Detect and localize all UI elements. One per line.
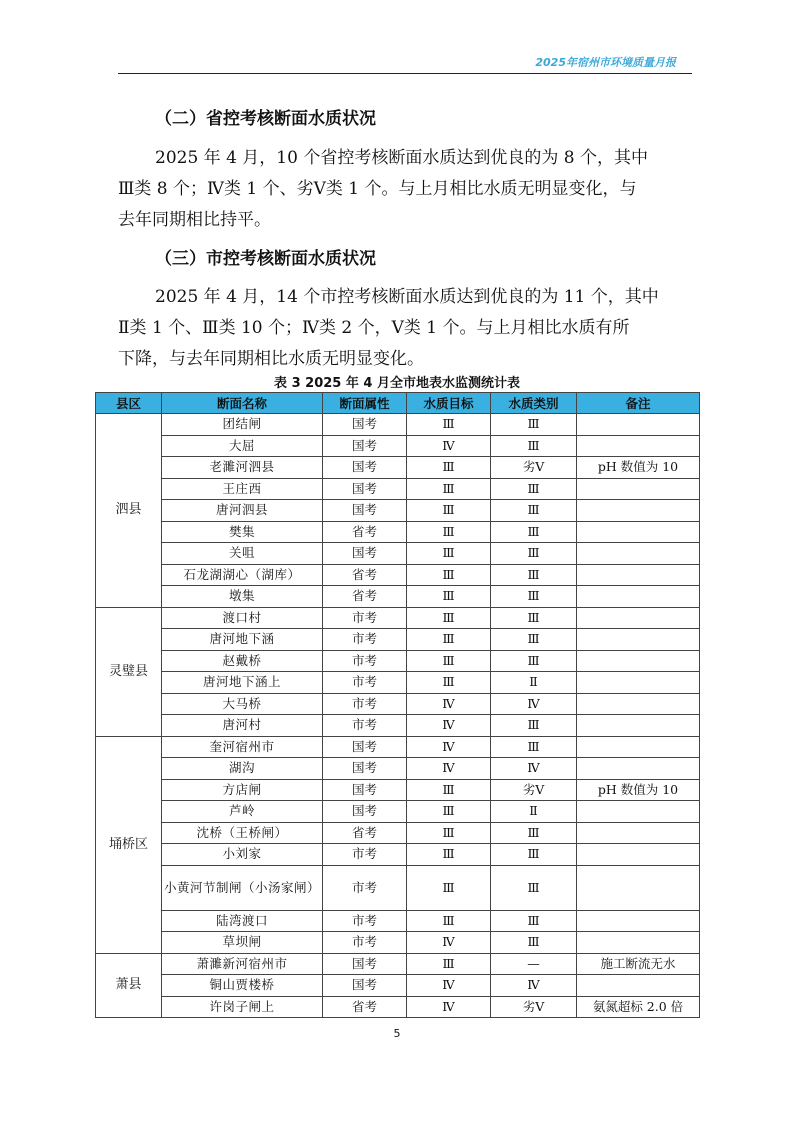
county-cell: 泗县 (96, 414, 162, 608)
quality-category-cell: Ⅲ (491, 865, 577, 910)
table-row (96, 758, 700, 780)
note-cell (577, 672, 700, 694)
section-attr-cell: 国考 (323, 478, 407, 500)
quality-category-cell: Ⅲ (491, 822, 577, 844)
section-name-cell: 石龙湖湖心（湖库） (162, 564, 323, 586)
quality-target-cell: Ⅳ (407, 715, 491, 737)
header-title: 2025年宿州市环境质量月报 (535, 56, 676, 69)
header-divider (118, 73, 692, 74)
note-cell (577, 478, 700, 500)
quality-target-cell: Ⅲ (407, 586, 491, 608)
table-row (96, 736, 700, 758)
table-row (96, 607, 700, 629)
header-section-attr: 断面属性 (323, 393, 407, 414)
note-cell (577, 693, 700, 715)
note-cell: pH 数值为 10 (577, 779, 700, 801)
quality-category-cell: Ⅲ (491, 521, 577, 543)
paragraph-line: 2025 年 4 月，14 个市控考核断面水质达到优良的为 11 个，其中 (155, 287, 659, 307)
section-attr-cell: 国考 (323, 543, 407, 565)
quality-target-cell: Ⅲ (407, 779, 491, 801)
header-county: 县区 (96, 393, 162, 414)
paragraph-provincial (118, 143, 678, 236)
table-header-row (96, 393, 700, 414)
table-row (96, 693, 700, 715)
section-name-cell: 沈桥（王桥闸） (162, 822, 323, 844)
quality-category-cell: Ⅲ (491, 715, 577, 737)
note-cell (577, 758, 700, 780)
quality-category-cell: Ⅲ (491, 736, 577, 758)
section-attr-cell: 市考 (323, 865, 407, 910)
section-name-cell: 萧濉新河宿州市 (162, 953, 323, 975)
note-cell (577, 910, 700, 932)
note-cell (577, 500, 700, 522)
section-name-cell: 墩集 (162, 586, 323, 608)
note-cell (577, 736, 700, 758)
quality-target-cell: Ⅲ (407, 910, 491, 932)
section-name-cell: 团结闸 (162, 414, 323, 436)
section-attr-cell: 国考 (323, 779, 407, 801)
quality-target-cell: Ⅲ (407, 521, 491, 543)
table-title: 表 3 2025 年 4 月全市地表水监测统计表 (274, 376, 520, 391)
note-cell (577, 564, 700, 586)
section-name-cell: 芦岭 (162, 801, 323, 823)
table-row (96, 435, 700, 457)
header-quality-category: 水质类别 (491, 393, 577, 414)
paragraph-line: Ⅱ类 1 个、Ⅲ类 10 个；Ⅳ类 2 个，Ⅴ类 1 个。与上月相比水质有所 (118, 318, 630, 338)
table-row (96, 478, 700, 500)
quality-category-cell: Ⅳ (491, 693, 577, 715)
quality-category-cell: 劣Ⅴ (491, 457, 577, 479)
quality-category-cell: Ⅲ (491, 543, 577, 565)
quality-category-cell: Ⅳ (491, 758, 577, 780)
section-name-cell: 关咀 (162, 543, 323, 565)
section-name-cell: 王庄西 (162, 478, 323, 500)
county-cell: 萧县 (96, 953, 162, 1018)
table-row (96, 457, 700, 479)
note-cell (577, 543, 700, 565)
page-number: 5 (393, 1027, 401, 1040)
table-row (96, 779, 700, 801)
section-attr-cell: 市考 (323, 932, 407, 954)
section-attr-cell: 市考 (323, 844, 407, 866)
paragraph-line: Ⅲ类 8 个；Ⅳ类 1 个、劣Ⅴ类 1 个。与上月相比水质无明显变化，与 (118, 179, 637, 199)
quality-category-cell: Ⅱ (491, 801, 577, 823)
section-attr-cell: 省考 (323, 822, 407, 844)
quality-category-cell: Ⅲ (491, 607, 577, 629)
note-cell (577, 435, 700, 457)
section-name-cell: 小黄河节制闸（小汤家闸） (162, 865, 323, 910)
quality-category-cell: Ⅱ (491, 672, 577, 694)
section-attr-cell: 市考 (323, 672, 407, 694)
section-name-cell: 老濉河泗县 (162, 457, 323, 479)
section-name-cell: 大屈 (162, 435, 323, 457)
section-name-cell: 唐河地下涵上 (162, 672, 323, 694)
quality-category-cell: Ⅲ (491, 500, 577, 522)
quality-target-cell: Ⅲ (407, 953, 491, 975)
note-cell (577, 975, 700, 997)
quality-category-cell: Ⅳ (491, 975, 577, 997)
section-name-cell: 许岗子闸上 (162, 996, 323, 1018)
table-row (96, 932, 700, 954)
quality-target-cell: Ⅳ (407, 932, 491, 954)
paragraph-line: 2025 年 4 月，10 个省控考核断面水质达到优良的为 8 个，其中 (155, 148, 648, 168)
quality-category-cell: Ⅲ (491, 844, 577, 866)
section-attr-cell: 市考 (323, 607, 407, 629)
table-row (96, 844, 700, 866)
paragraph-line: 去年同期相比持平。 (118, 210, 271, 230)
note-cell (577, 629, 700, 651)
note-cell (577, 521, 700, 543)
quality-target-cell: Ⅲ (407, 607, 491, 629)
section-attr-cell: 国考 (323, 758, 407, 780)
table-row (96, 543, 700, 565)
section-attr-cell: 省考 (323, 521, 407, 543)
quality-target-cell: Ⅲ (407, 822, 491, 844)
table-row (96, 414, 700, 436)
note-cell (577, 715, 700, 737)
quality-category-cell: — (491, 953, 577, 975)
note-cell (577, 586, 700, 608)
quality-target-cell: Ⅲ (407, 478, 491, 500)
quality-target-cell: Ⅲ (407, 865, 491, 910)
note-cell: 氨氮超标 2.0 倍 (577, 996, 700, 1018)
section-name-cell: 赵戴桥 (162, 650, 323, 672)
quality-target-cell: Ⅲ (407, 414, 491, 436)
table-row (96, 953, 700, 975)
section-heading-provincial: （二）省控考核断面水质状况 (155, 109, 376, 129)
quality-target-cell: Ⅲ (407, 457, 491, 479)
note-cell: 施工断流无水 (577, 953, 700, 975)
header-quality-target: 水质目标 (407, 393, 491, 414)
section-name-cell: 唐河泗县 (162, 500, 323, 522)
quality-category-cell: Ⅲ (491, 435, 577, 457)
section-name-cell: 大马桥 (162, 693, 323, 715)
section-attr-cell: 市考 (323, 629, 407, 651)
section-name-cell: 奎河宿州市 (162, 736, 323, 758)
note-cell (577, 650, 700, 672)
quality-category-cell: 劣Ⅴ (491, 779, 577, 801)
paragraph-municipal (118, 282, 678, 375)
note-cell (577, 607, 700, 629)
note-cell (577, 414, 700, 436)
section-attr-cell: 国考 (323, 500, 407, 522)
quality-target-cell: Ⅳ (407, 758, 491, 780)
section-attr-cell: 国考 (323, 953, 407, 975)
note-cell (577, 822, 700, 844)
note-cell (577, 932, 700, 954)
table-row (96, 822, 700, 844)
section-name-cell: 湖沟 (162, 758, 323, 780)
section-attr-cell: 国考 (323, 736, 407, 758)
section-attr-cell: 市考 (323, 910, 407, 932)
table-row (96, 865, 700, 910)
table-row (96, 586, 700, 608)
section-name-cell: 樊集 (162, 521, 323, 543)
section-name-cell: 渡口村 (162, 607, 323, 629)
header-section-name: 断面名称 (162, 393, 323, 414)
quality-category-cell: Ⅲ (491, 564, 577, 586)
table-row (96, 801, 700, 823)
table-row (96, 715, 700, 737)
table-row (96, 910, 700, 932)
section-name-cell: 唐河村 (162, 715, 323, 737)
table-row (96, 996, 700, 1018)
quality-category-cell: 劣Ⅴ (491, 996, 577, 1018)
quality-target-cell: Ⅲ (407, 801, 491, 823)
county-cell: 埇桥区 (96, 736, 162, 953)
table-row (96, 629, 700, 651)
section-attr-cell: 国考 (323, 457, 407, 479)
table-row (96, 500, 700, 522)
section-name-cell: 唐河地下涵 (162, 629, 323, 651)
quality-category-cell: Ⅲ (491, 414, 577, 436)
quality-category-cell: Ⅲ (491, 586, 577, 608)
quality-category-cell: Ⅲ (491, 910, 577, 932)
section-name-cell: 草坝闸 (162, 932, 323, 954)
section-name-cell: 铜山贾楼桥 (162, 975, 323, 997)
table-row (96, 650, 700, 672)
quality-target-cell: Ⅲ (407, 564, 491, 586)
table-row (96, 521, 700, 543)
paragraph-line: 下降，与去年同期相比水质无明显变化。 (118, 349, 424, 369)
note-cell (577, 865, 700, 910)
section-attr-cell: 省考 (323, 996, 407, 1018)
water-quality-table (95, 392, 700, 1018)
note-cell (577, 844, 700, 866)
section-attr-cell: 国考 (323, 801, 407, 823)
table-row (96, 672, 700, 694)
section-attr-cell: 省考 (323, 564, 407, 586)
quality-category-cell: Ⅲ (491, 629, 577, 651)
quality-category-cell: Ⅲ (491, 650, 577, 672)
quality-category-cell: Ⅲ (491, 932, 577, 954)
section-attr-cell: 市考 (323, 693, 407, 715)
section-attr-cell: 国考 (323, 975, 407, 997)
section-attr-cell: 国考 (323, 414, 407, 436)
section-attr-cell: 省考 (323, 586, 407, 608)
section-name-cell: 小刘家 (162, 844, 323, 866)
table-row (96, 564, 700, 586)
quality-target-cell: Ⅳ (407, 996, 491, 1018)
quality-target-cell: Ⅳ (407, 736, 491, 758)
note-cell: pH 数值为 10 (577, 457, 700, 479)
quality-target-cell: Ⅲ (407, 500, 491, 522)
section-attr-cell: 市考 (323, 650, 407, 672)
header-note: 备注 (577, 393, 700, 414)
quality-target-cell: Ⅲ (407, 543, 491, 565)
section-name-cell: 陆湾渡口 (162, 910, 323, 932)
quality-target-cell: Ⅳ (407, 435, 491, 457)
quality-target-cell: Ⅳ (407, 693, 491, 715)
quality-target-cell: Ⅲ (407, 844, 491, 866)
quality-category-cell: Ⅲ (491, 478, 577, 500)
county-cell: 灵璧县 (96, 607, 162, 736)
quality-target-cell: Ⅲ (407, 672, 491, 694)
section-attr-cell: 国考 (323, 435, 407, 457)
table-row (96, 975, 700, 997)
note-cell (577, 801, 700, 823)
section-heading-municipal: （三）市控考核断面水质状况 (155, 249, 376, 269)
quality-target-cell: Ⅲ (407, 650, 491, 672)
section-attr-cell: 市考 (323, 715, 407, 737)
section-name-cell: 方店闸 (162, 779, 323, 801)
quality-target-cell: Ⅲ (407, 629, 491, 651)
quality-target-cell: Ⅳ (407, 975, 491, 997)
